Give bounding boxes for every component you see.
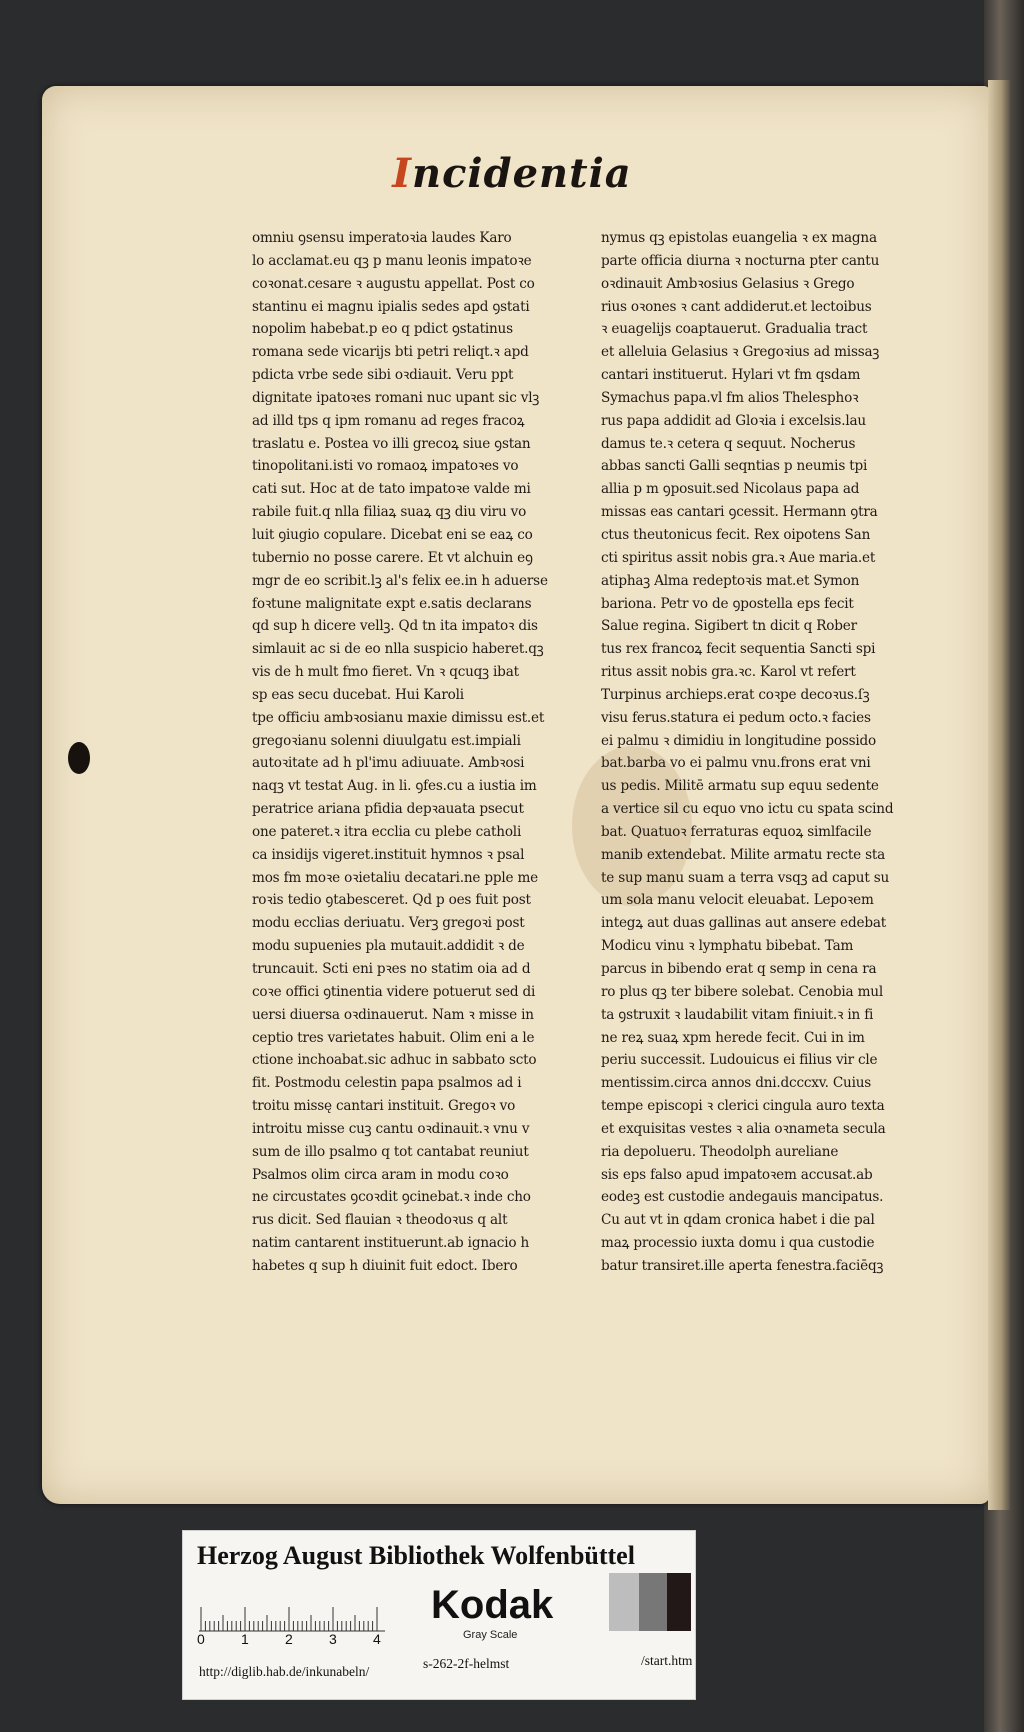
url-suffix: /start.htm xyxy=(641,1653,693,1668)
text-line: ꝛ euagelijs coaptauerut. Gradualia tract xyxy=(601,321,868,338)
text-line: ritus assit nobis gra.ꝛc. Karol vt refert xyxy=(601,664,856,681)
text-line: habetes q sup h diuinit fuit edoct. Ibero xyxy=(252,1257,518,1274)
text-line: periu successit. Ludouicus ei filius vir cle xyxy=(601,1052,878,1069)
text-line: sp eas secu ducebat. Hui Karoli xyxy=(252,686,464,703)
title-initial: I xyxy=(392,150,412,197)
text-line: luit ꝯiugio copulare. Dicebat eni se eaꝝ co xyxy=(252,526,533,543)
text-line: coꝛonat.cesare ꝛ augustu appellat. Post co xyxy=(252,275,535,292)
left-text-column xyxy=(252,227,592,1278)
text-line: romana sede vicarijs bti petri reliqt.ꝛ apd xyxy=(252,344,529,361)
text-line: atiphaꝫ Alma redeptoꝛis mat.et Symon xyxy=(601,572,860,589)
title-rest: ncidentia xyxy=(411,150,632,197)
gray-patch-mid xyxy=(639,1573,667,1631)
page-edge xyxy=(988,80,1010,1510)
text-line: ca insidijs vigeret.instituit hymnos ꝛ psal xyxy=(252,846,525,863)
ruler-number: 1 xyxy=(241,1631,249,1647)
text-line: vis de h mult fmo fieret. Vn ꝛ qcuqꝫ ibat xyxy=(252,664,519,681)
ruler-number: 0 xyxy=(197,1631,205,1647)
text-line: omniu ꝯsensu imperatoꝛia laudes Karo xyxy=(252,230,512,246)
text-line: modu supuenies pla mutauit.addidit ꝛ de xyxy=(252,938,525,955)
ruler-number: 2 xyxy=(285,1631,293,1647)
text-line: missas eas cantari ꝯcessit. Hermann ꝯtra xyxy=(601,504,878,521)
text-line: ctione inchoabat.sic adhuc in sabbato scto xyxy=(252,1052,537,1069)
text-line: rus dicit. Sed flauian ꝛ theodoꝛus q alt xyxy=(252,1212,508,1229)
text-line: Salue regina. Sigibert tn dicit q Rober xyxy=(601,618,857,635)
text-line: a vertice sil cu equo vno ictu cu spata scind xyxy=(601,801,894,818)
text-line: parte officia diurna ꝛ nocturna pter cantu xyxy=(601,252,880,269)
text-line: ta ꝯstruxit ꝛ laudabilit vitam finiuit.ꝛ in fi xyxy=(601,1006,874,1023)
text-line: batur transiret.ille aperta fenestra.faciēqꝫ xyxy=(601,1257,884,1274)
text-line: peratrice ariana pfidia depꝛauata psecut xyxy=(252,801,524,818)
text-line: foꝛtune malignitate expt e.satis declarans xyxy=(252,595,532,612)
text-line: uersi diuersa oꝛdinauerut. Nam ꝛ misse in xyxy=(252,1006,534,1023)
running-title xyxy=(0,150,1024,197)
text-line: bat.barba vo ei palmu vnu.frons erat vni xyxy=(601,755,871,772)
gray-patch-light xyxy=(609,1573,639,1631)
text-line: stantinu ei magnu ipialis sedes apd ꝯstati xyxy=(252,298,530,315)
measuring-ruler xyxy=(199,1587,385,1635)
ruler-number: 3 xyxy=(329,1631,337,1647)
text-line: oꝛdinauit Ambꝛosius Gelasius ꝛ Grego xyxy=(601,275,855,292)
text-line: roꝛis tedio ꝯtabesceret. Qd p oes fuit post xyxy=(252,892,531,909)
text-line: ne reꝝ suaꝝ xpm herede fecit. Cui in im xyxy=(601,1029,865,1046)
text-line: parcus in bibendo erat q semp in cena ra xyxy=(601,961,877,977)
text-line: sum de illo psalmo q tot cantabat reuniut xyxy=(252,1143,529,1160)
text-line: et alleluia Gelasius ꝛ Gregoꝛius ad missaꝫ xyxy=(601,344,880,361)
text-line: mgr de eo scribit.lꝫ al's felix ee.in h aduerse xyxy=(252,572,548,589)
text-line: natim cantarent instituerunt.ab ignacio h xyxy=(252,1235,530,1252)
text-line: bariona. Petr vo de ꝯpostella eps fecit xyxy=(601,595,854,612)
text-line: bat. Quatuoꝛ ferraturas equoꝝ simlfacile xyxy=(601,823,872,840)
text-line: introitu misse cuꝫ cantu oꝛdinauit.ꝛ vnu v xyxy=(252,1120,530,1137)
text-line: naqꝫ vt testat Aug. in li. ꝯfes.cu a iustia im xyxy=(252,778,537,795)
text-line: cantari instituerut. Hylari vt fm qsdam xyxy=(601,367,861,384)
right-text-column xyxy=(601,227,941,1278)
text-line: us pedis. Militē armatu sup equu sedente xyxy=(601,778,879,795)
gray-patch-dark xyxy=(667,1573,691,1631)
text-line: et exquisitas vestes ꝛ alia oꝛnameta secula xyxy=(601,1120,886,1137)
text-line: pdicta vrbe sede sibi oꝛdiauit. Veru ppt xyxy=(252,367,514,384)
text-line: rus papa addidit ad Gloꝛia i excelsis.lau xyxy=(601,412,866,429)
text-line: eodeꝫ est custodie andegauis mancipatus. xyxy=(601,1189,884,1206)
text-line: modu ecclias deriuatu. Verꝫ gregoꝛi post xyxy=(252,915,525,932)
text-line: tinopolitani.isti vo romaoꝝ impatoꝛes vo xyxy=(252,458,519,475)
text-line: coꝛe offici ꝯtinentia videre potuerut sed di xyxy=(252,983,536,1000)
text-line: damus te.ꝛ cetera q sequut. Nocherus xyxy=(601,435,856,452)
text-line: visu ferus.statura ei pedum octo.ꝛ facies xyxy=(601,709,871,726)
text-line: ro plus qꝫ ter bibere solebat. Cenobia mul xyxy=(601,983,883,1000)
text-line: ad illd tps q ipm romanu ad reges fracoꝝ xyxy=(252,412,525,429)
text-line: ctus theutonicus fecit. Rex oipotens San xyxy=(601,526,871,543)
text-line: cti spiritus assit nobis gra.ꝛ Aue maria.et xyxy=(601,549,876,566)
text-line: nymus qꝫ epistolas euangelia ꝛ ex magna xyxy=(601,230,877,246)
text-line: manib extendebat. Milite armatu recte sta xyxy=(601,846,886,863)
text-line: cati sut. Hoc at de tato impatoꝛe valde mi xyxy=(252,481,531,498)
text-line: mos fm moꝛe oꝛietaliu decatari.ne pple me xyxy=(252,869,539,886)
text-line: sis eps falso apud impatoꝛem accusat.ab xyxy=(601,1166,873,1183)
library-label xyxy=(182,1530,696,1700)
text-line: allia p m ꝯposuit.sed Nicolaus papa ad xyxy=(601,481,860,498)
text-line: autoꝛitate ad h pl'imu adiuuate. Ambꝛosi xyxy=(252,755,525,772)
text-line: ei palmu ꝛ dimidiu in longitudine possido xyxy=(601,732,877,749)
kodak-logo: Kodak xyxy=(431,1583,554,1627)
text-line: mentissim.circa annos dni.dcccxv. Cuius xyxy=(601,1075,872,1092)
worm-hole xyxy=(68,742,90,774)
text-line: integꝝ aut duas gallinas aut ansere edebat xyxy=(601,915,887,932)
text-line: maꝝ processio iuxta domu i qua custodie xyxy=(601,1235,875,1252)
library-url: http://diglib.hab.de/inkunabeln/ xyxy=(199,1664,370,1679)
text-line: te sup manu suam a terra vsqꝫ ad caput su xyxy=(601,869,890,886)
text-line: tpe officiu ambꝛosianu maxie dimissu est.et xyxy=(252,709,545,726)
gray-scale-text: Gray Scale xyxy=(463,1629,518,1641)
text-line: tus rex francoꝝ fecit sequentia Sancti spi xyxy=(601,641,876,658)
text-line: ne circustates ꝯcoꝛdit ꝯcinebat.ꝛ inde cho xyxy=(252,1189,531,1206)
text-line: tempe episcopi ꝛ clerici cingula auro texta xyxy=(601,1098,885,1115)
text-line: troitu missę cantari instituit. Gregoꝛ vo xyxy=(252,1098,516,1115)
text-line: rius oꝛones ꝛ cant addiderut.et lectoibus xyxy=(601,298,872,315)
text-line: rabile fuit.q nlla filiaꝝ suaꝝ qꝫ diu viru vo xyxy=(252,504,527,521)
text-line: lo acclamat.eu qꝫ p manu leonis impatoꝛe xyxy=(252,252,532,269)
text-line: Cu aut vt in qdam cronica habet i die pal xyxy=(601,1212,875,1229)
text-line: qd sup h dicere vellꝫ. Qd tn ita impatoꝛ dis xyxy=(252,618,538,635)
text-line: fit. Postmodu celestin papa psalmos ad i xyxy=(252,1075,522,1092)
text-line: simlauit ac si de eo nlla suspicio haberet.qꝫ xyxy=(252,641,544,658)
library-name: Herzog August Bibliothek Wolfenbüttel xyxy=(197,1541,635,1570)
text-line: Modicu vinu ꝛ lymphatu bibebat. Tam xyxy=(601,938,854,955)
text-line: tubernio no posse carere. Et vt alchuin eꝯ xyxy=(252,549,533,566)
text-line: Turpinus archieps.erat coꝛpe decoꝛus.ſꝫ xyxy=(601,686,870,703)
text-line: gregoꝛianu solenni diuulgatu est.impiali xyxy=(252,732,521,749)
text-line: traslatu e. Postea vo illi grecoꝝ siue ꝯstan xyxy=(252,435,531,452)
text-line: Psalmos olim circa aram in modu coꝛo xyxy=(252,1166,509,1183)
text-line: um sola manu velocit eleuabat. Lepoꝛem xyxy=(601,892,874,909)
ruler-number: 4 xyxy=(373,1631,381,1647)
text-line: nopolim habebat.p eo q pdict ꝯstatinus xyxy=(252,321,513,338)
shelfmark: s-262-2f-helmst xyxy=(423,1656,510,1671)
text-line: dignitate ipatoꝛes romani nuc upant sic vlꝫ xyxy=(252,389,540,406)
text-line: ceptio tres varietates habuit. Olim eni a le xyxy=(252,1029,535,1046)
text-line: Symachus papa.vl fm alios Thelesphoꝛ xyxy=(601,389,859,406)
text-line: abbas sancti Galli seqntias p neumis tpi xyxy=(601,458,868,475)
text-line: one pateret.ꝛ itra ecclia cu plebe catholi xyxy=(252,823,522,840)
text-line: truncauit. Scti eni pꝛes no statim oia ad d xyxy=(252,961,531,977)
text-line: ria depolueru. Theodolph aureliane xyxy=(601,1143,839,1160)
